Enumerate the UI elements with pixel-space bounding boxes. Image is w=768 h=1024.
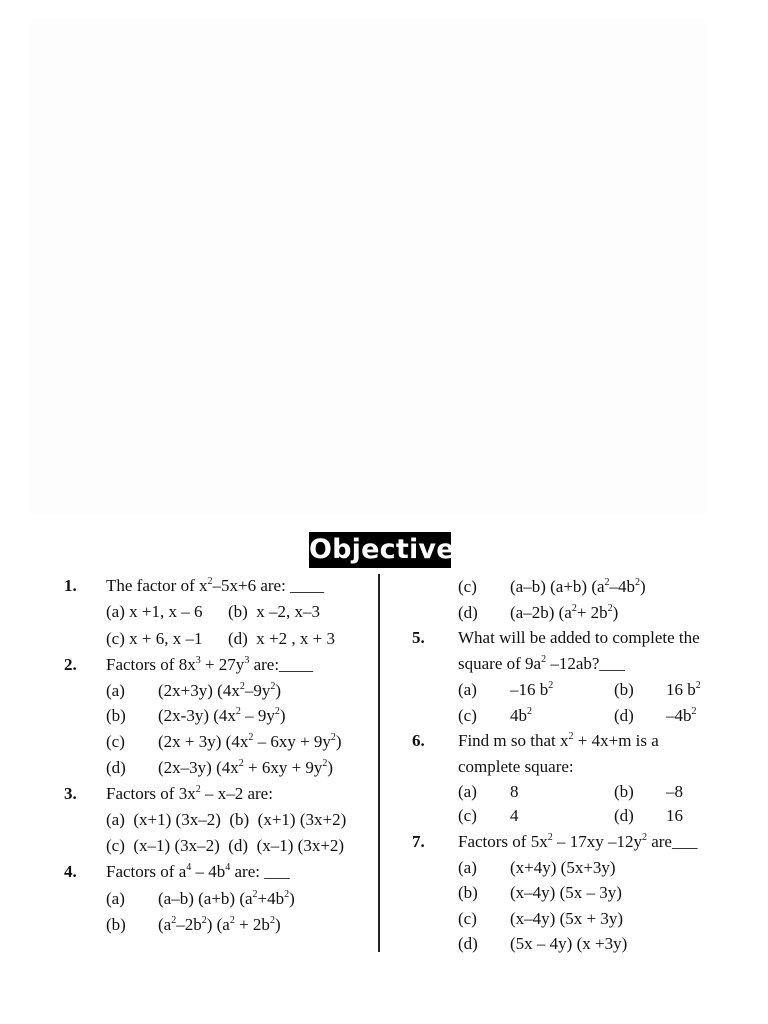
question-7-option-c: (x–4y) (5x + 3y) [510, 909, 623, 928]
question-5-option-d-label: (d) [614, 706, 634, 725]
question-6-option-d: 16 [666, 806, 683, 825]
question-5-text-line1: What will be added to complete the [458, 628, 700, 647]
question-6-text-line1: Find m so that $x^2 + 4x+m$ is a [458, 731, 659, 750]
question-6-option-a-label: (a) [458, 782, 477, 801]
column-divider [378, 574, 380, 952]
question-1-options-ab: (a) x +1, x – 6 (b) x –2, x–3 [106, 602, 321, 621]
question-5-option-a: –16 $b^2$ [510, 680, 554, 699]
question-4-option-a: (a–b) (a+b) $(a^2+4b^2)$ [158, 889, 295, 908]
question-2-option-a-label: (a) [106, 681, 125, 700]
question-4-option-b: $(a^2-2b^2) (a^2 + 2b^2)$ [158, 915, 281, 934]
question-6-option-b: –8 [666, 782, 683, 801]
question-5-option-b: 16 $b^2$ [666, 680, 701, 699]
question-3-options-cd: (c) (x–1) (3x–2) (d) (x–1) (3x+2) [106, 836, 345, 855]
question-4-option-c: (a–b) (a+b) $(a^2-4b^2)$ [510, 577, 646, 596]
question-5-number: 5. [412, 628, 425, 647]
question-1-text: The factor of $x^2-5x+6$ are: ____ [106, 576, 325, 595]
question-7-option-d-label: (d) [458, 934, 478, 953]
question-7-option-d: (5x – 4y) (x +3y) [510, 934, 628, 953]
question-2-option-a: (2x+3y) $(4x^2-9y^2)$ [158, 681, 281, 700]
question-5-option-c: $4b^2$ [510, 706, 532, 725]
question-6-option-a: 8 [510, 782, 519, 801]
question-3-number: 3. [64, 784, 77, 803]
question-4-option-a-label: (a) [106, 889, 125, 908]
question-4-text: Factors of $a^4 - 4b^4$ are: ___ [106, 862, 290, 881]
question-6-text-line2: complete square: [458, 757, 574, 776]
question-5-option-d: $-4b^2$ [666, 706, 697, 725]
question-6-option-c: 4 [510, 806, 519, 825]
question-5-option-a-label: (a) [458, 680, 477, 699]
question-7-option-b-label: (b) [458, 883, 478, 902]
question-4-option-d-label: (d) [458, 603, 478, 622]
question-6-option-d-label: (d) [614, 806, 634, 825]
question-2-option-d-label: (d) [106, 758, 126, 777]
question-1-options-cd: (c) x + 6, x –1 (d) x +2 , x + 3 [106, 629, 335, 648]
blank-page-area [30, 18, 706, 514]
question-2-number: 2. [64, 655, 77, 674]
question-5-text-line2: square of $9a^2$ –12ab?___ [458, 654, 625, 673]
question-2-option-c: (2x + 3y) $(4x^2 - 6xy + 9y^2)$ [158, 732, 342, 751]
question-1-number: 1. [64, 576, 77, 595]
question-7-option-a-label: (a) [458, 858, 477, 877]
question-6-option-c-label: (c) [458, 806, 477, 825]
question-3-options-ab: (a) (x+1) (3x–2) (b) (x+1) (3x+2) [106, 810, 347, 829]
question-4-option-d: (a–2b) $(a^2+ 2b^2)$ [510, 603, 619, 622]
question-3-text: Factors of $3x^2 - x-2$ are: [106, 784, 273, 803]
question-2-option-b-label: (b) [106, 706, 126, 725]
question-2-option-c-label: (c) [106, 732, 125, 751]
question-4-option-c-label: (c) [458, 577, 477, 596]
question-2-option-d: (2x–3y) $(4x^2 + 6xy + 9y^2)$ [158, 758, 334, 777]
question-2-text: Factors of $8x^3 + 27y^3$ are:____ [106, 655, 314, 674]
question-6-number: 6. [412, 731, 425, 750]
question-4-number: 4. [64, 862, 77, 881]
section-title: Objective [309, 532, 451, 568]
question-7-text: Factors of $5x^2 - 17xy$ $-12y^2$ are___ [458, 832, 698, 851]
question-5-option-c-label: (c) [458, 706, 477, 725]
question-7-option-b: (x–4y) (5x – 3y) [510, 883, 622, 902]
question-7-number: 7. [412, 832, 425, 851]
question-4-option-b-label: (b) [106, 915, 126, 934]
question-7-option-a: (x+4y) (5x+3y) [510, 858, 616, 877]
question-2-option-b: (2x-3y) $(4x^2 - 9y^2)$ [158, 706, 286, 725]
question-5-option-b-label: (b) [614, 680, 634, 699]
question-6-option-b-label: (b) [614, 782, 634, 801]
question-7-option-c-label: (c) [458, 909, 477, 928]
